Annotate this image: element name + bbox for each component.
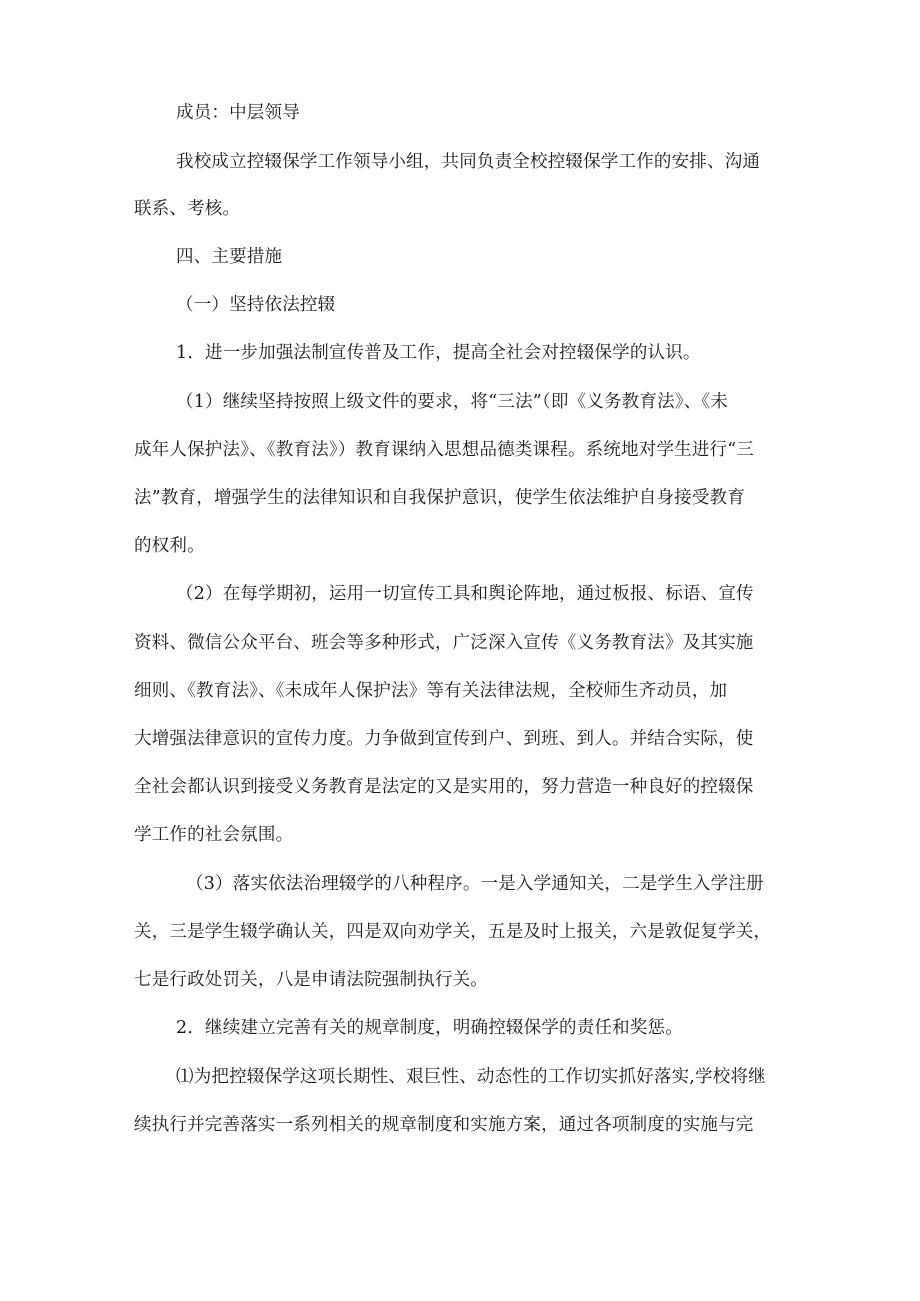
text-line: 学工作的社会氛围。 xyxy=(134,825,294,845)
text-line: （1）继续坚持按照上级文件的要求，将“三法”（即《义务教育法》、《未 xyxy=(176,392,729,412)
text-line: （2）在每学期初，运用一切宣传工具和舆论阵地，通过板报、标语、宣传 xyxy=(176,584,754,604)
text-line: 四、主要措施 xyxy=(176,247,283,267)
text-line: 大增强法律意识的宣传力度。力争做到宣传到户、到班、到人。并结合实际，使 xyxy=(134,729,754,749)
text-line: 的权利。 xyxy=(134,536,205,556)
text-line: 我校成立控辍保学工作领导小组，共同负责全校控辍保学工作的安排、沟通 xyxy=(176,152,761,172)
text-line: 1．进一步加强法制宣传普及工作，提高全社会对控辍保学的认识。 xyxy=(176,343,701,363)
text-line: 续执行并完善落实一系列相关的规章制度和实施方案，通过各项制度的实施与完 xyxy=(134,1115,754,1135)
text-line: 资料、微信公众平台、班会等多种形式，广泛深入宣传《义务教育法》及其实施 xyxy=(134,633,754,653)
text-line: （3）落实依法治理辍学的八种程序。一是入学通知关，二是学生入学注册 xyxy=(186,874,764,894)
text-line: 全社会都认识到接受义务教育是法定的又是实用的，努力营造一种良好的控辍保 xyxy=(134,777,754,797)
text-line: （一）坚持依法控辍 xyxy=(176,295,336,315)
text-line: 成年人保护法》、《教育法》）教育课纳入思想品德类课程。系统地对学生进行“三 xyxy=(134,440,755,460)
text-line: 联系、考核。 xyxy=(134,199,241,219)
text-line: 成员：中层领导 xyxy=(176,103,300,123)
text-line: 细则、《教育法》、《未成年人保护法》等有关法律法规，全校师生齐动员，加 xyxy=(134,681,728,701)
text-line: 七是行政处罚关，八是申请法院强制执行关。 xyxy=(134,970,488,990)
text-line: 关，三是学生辍学确认关，四是双向劝学关，五是及时上报关，六是敦促复学关， xyxy=(134,922,772,942)
text-line: ⑴为把控辍保学这项长期性、艰巨性、动态性的工作切实抓好落实,学校将继 xyxy=(176,1067,766,1087)
text-line: 2．继续建立完善有关的规章制度，明确控辍保学的责任和奖惩。 xyxy=(176,1018,683,1038)
text-line: 法”教育，增强学生的法律知识和自我保护意识，使学生依法维护自身接受教育 xyxy=(134,488,745,508)
